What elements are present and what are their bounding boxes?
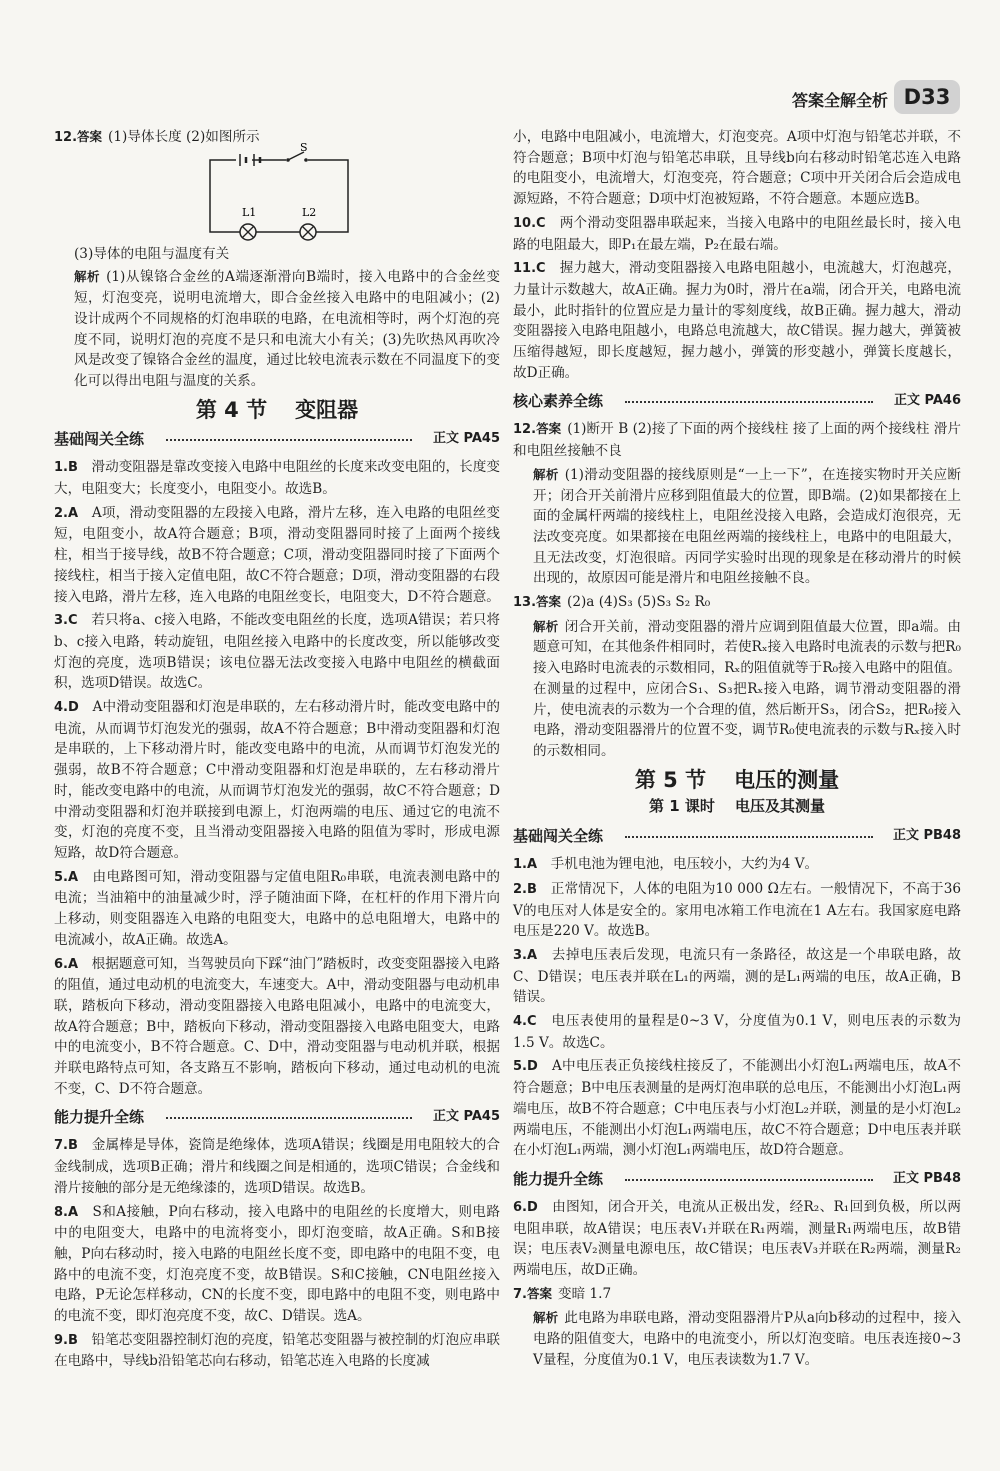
explanation-13: 解析 闭合开关前，滑动变阻器的滑片应调到阻值最大位置，即a端。由题意可知，在其他条件相同时，若使Rₓ接入电路时电流表的示数与把R₀接入电路时电流表的示数相同，Rₓ的阻值就等于R₀接入电路中的阻值。在测量的过程中，应闭合S₁、S₃把Rₓ接入电路，调节滑动变阻器的滑片，使电流表的示数为一个合理的值，然后断开S₃，闭合S₂，把R₀接入电路，滑动变阻器滑片的位置不变，调节R₀使电流表的示数与Rₓ接入时的示数相同。 <box>533 618 961 759</box>
answer-item: 3.A 去掉电压表后发现，电流只有一条路径，故这是一个串联电路，故C、D错误；电压表并联在L₁的两端，测的是L₁两端的电压，故A正确，B错误。 <box>513 946 961 1006</box>
answer-item: 2.A A项，滑动变阻器的左段接入电路，滑片左移，连入电路的电阻丝变短，电阻变小，故A符合题意；B项，滑动变阻器同时接了上面两个接线柱，相当于接导线，故B不符合题意；C项，滑动变阻器同时接了下面两个接线柱，相当于接入定值电阻，故C不符合题意；D项，滑动变阻器的右段接入电路，滑片左移，连入电路的电阻丝变长，电阻变大，D不符合题意。 <box>54 504 500 605</box>
explanation-12b: 解析 (1)滑动变阻器的接线原则是“一上一下”，在连接实物时开关应断开；闭合开关前滑片应移到阻值最大的位置，即B端。(2)如果都接在上面的金属杆两端的接线柱上，电阻丝没接入电路，会造成灯泡很亮，无法改变亮度。如果都接在电阻丝两端的接线柱上，电路中的电阻最大，且无法改变，灯泡很暗。丙同学实验时出现的现象是在移动滑片的时候出现的，故原因可能是滑片和电阻丝接触不良。 <box>533 466 961 587</box>
answer-item: 11.C 握力越大，滑动变阻器接入电路电阻越小，电流越大，灯泡越亮，力量计示数越大，故A正确。握力为0时，滑片在a端，闭合开关，电路电流最小，此时指针的位置应是力量计的零刻度线，故B正确。握力越大，滑动变阻器接入电路电阻越小，电路总电流越大，故C错误。握力越大，弹簧被压缩得越短，即长度越短，握力越小，弹簧的形变越小，弹簧长度越长，故D正确。 <box>513 260 962 381</box>
switch-label: S <box>300 140 308 154</box>
explanation-12: 解析 (1)从镍铬合金丝的A端逐渐滑向B端时，接入电路中的合金丝变短，灯泡变亮，说明电流增大，即合金丝接入电路中的电阻减小；(2)设计成两个不同规格的灯泡串联的电路，在电流相等时，两个灯泡的亮度不同，说明灯泡的亮度不是只和电流大小有关；(3)先吹热风再吹冷风是改变了镍铬合金丝的温度，通过比较电流表示数在不同温度下的变化可以得出电阻与温度的关系。 <box>74 269 500 389</box>
page-number-badge: D33 <box>894 80 960 114</box>
answer-item: 4.C 电压表使用的量程是0~3 V，分度值为0.1 V，则电压表的示数为1.5 V。故选C。 <box>513 1013 961 1051</box>
section-title-4: 第 4 节 变阻器 <box>195 397 359 422</box>
answer-item: 4.D A中滑动变阻器和灯泡是串联的，左右移动滑片时，能改变电路中的电流，从而调节灯泡发光的强弱，故A不符合题意；B中滑动变阻器和灯泡是串联的，上下移动滑片时，能改变电路中的电流，从而调节灯泡发光的强弱，故B不符合题意；C中滑动变阻器和灯泡是串联的，左右移动滑片时，能改变电路中的电流，从而调节灯泡发光的强弱，故C不符合题意；D中滑动变阻器和灯泡并联接到电源上，灯泡两端的电压、通过它的电流不变，灯泡的亮度不变，且当滑动变阻器接入电路的阻值为零时，形成电源短路，故D符合题意。 <box>54 699 500 861</box>
answer-12b: 12.答案 (1)断开 B (2)接了下面的两个接线柱 接了上面的两个接线柱 滑片和电阻丝接触不良 <box>513 421 961 460</box>
answer-item: 3.C 若只将a、c接入电路，不能改变电阻丝的长度，选项A错误；若只将b、c接入电路，转动旋钮，电阻丝接入电路中的长度改变，所以能够改变灯泡的亮度，选项B错误；该电位器无法改变接入电路中电阻丝的横截面积，选项D错误。故选C。 <box>54 612 500 692</box>
answer-item: 1.B 滑动变阻器是靠改变接入电路中电阻丝的长度来改变电阻的，长度变大，电阻变大；长度变小，电阻变小。故选B。 <box>54 459 501 498</box>
explanation-7: 解析 此电路为串联电路，滑动变阻器滑片P从a向b移动的过程中，接入电路的阻值变大，电路中的电流变小，所以灯泡变暗。电压表连接0~3 V量程，分度值为0.1 V，电压表读数为1.7 V。 <box>533 1310 961 1368</box>
answer-item: 6.D 由图知，闭合开关，电流从正极出发，经R₂、R₁回到负极，所以两电阻串联，故A错误；电压表V₁并联在R₁两端，测量R₁两端电压，故B错误；电压表V₂测量电源电压，故C错误；电压表V₃并联在R₂两端，测量R₂两端电压，故D正确。 <box>513 1198 961 1279</box>
answer-item: 9.B 铅笔芯变阻器控制灯泡的亮度，铅笔芯变阻器与被控制的灯泡应串联在电路中，导线b沿铅笔芯向右移动，铅笔芯连入电路的长度减 <box>54 1331 501 1370</box>
answer-item: 10.C 两个滑动变阻器串联起来，当接入电路中的电阻丝最长时，接入电路的电阻最大，即P₁在最左端，P₂在最右端。 <box>513 214 962 253</box>
section-bar-ability: 能力提升全练 正文 PA45 <box>54 1108 500 1127</box>
answer-item: 2.B 正常情况下，人体的电阻为10 000 Ω左右。一般情况下，不高于36 V的电压对人体是安全的。家用电冰箱工作电流在1 A左右。我国家庭电路电压是220 V。故选B。 <box>513 880 962 940</box>
lamp-l1-label: L1 <box>242 205 257 219</box>
answer-item: 8.A S和A接触，P向右移动，接入电路中的电阻丝的长度增大，则电路中的电阻变大，电路中的电流将变小，即灯泡变暗，故A正确。S和B接触，P向右移动时，接入电路的电阻丝长度不变，即电路中的电阻不变，电路中的电流不变，灯泡亮度不变，故B错误。S和C接触，CN电阻丝接入电路，P无论怎样移动，CN的长度不变，即电路中的电阻不变，则电路中的电流不变，即灯泡亮度不变，故C、D错误。选A。 <box>54 1203 500 1325</box>
answer-item: 6.A 根据题意可知，当驾驶员向下踩“油门”踏板时，改变变阻器接入电路的阻值，通过电动机的电流变大，车速变大。A中，滑动变阻器与电动机串联，踏板向下移动，滑动变阻器接入电路电阻减小，电路中的电流变大，故A符合题意；B中，踏板向下移动，滑动变阻器接入电路电阻变大，电路中的电流变小，B不符合题意。C、D中，滑动变阻器与电动机并联，根据并联电路特点可知，各支路互不影响，踏板向下移动，通过电动机的电流不变，C、D不符合题意。 <box>54 955 500 1097</box>
answer-12-part3: (3)导体的电阻与温度有关 <box>74 245 230 262</box>
section-bar-core: 核心素养全练 正文 PA46 <box>513 392 961 411</box>
answer-item: 7.B 金属棒是导体，瓷筒是绝缘体，选项A错误；线圈是用电阻较大的合金线制成，选项B正确；滑片和线圈之间是相通的，选项C错误；合金线和滑片接触的部分是无绝缘漆的，选项D错误。故选B。 <box>54 1137 500 1196</box>
answer-7: 7.答案 变暗 1.7 <box>513 1285 612 1302</box>
left-column <box>54 127 500 1375</box>
answer-item: 5.D A中电压表正负接线柱接反了，不能测出小灯泡L₁两端电压，故A不符合题意；B中电压表测量的是两灯泡串联的总电压，不能测出小灯泡L₁两端电压，故B不符合题意；C中电压表与小灯泡L₂并联，测量的是小灯泡L₂两端电压，不能测出小灯泡L₁两端电压，故C不符合题意；D中电压表并联在小灯泡L₁两端，测小灯泡L₁两端电压，故D符合题意。 <box>513 1058 962 1159</box>
section-bar-ability-2: 能力提升全练 正文 PB48 <box>513 1169 961 1188</box>
section-bar-basic: 基础闯关全练 正文 PA45 <box>54 430 500 449</box>
header-label: 答案全解全析 <box>791 91 888 110</box>
answer-12: 12.答案 (1)导体长度 (2)如图所示 <box>54 129 260 145</box>
section-title-5: 第 5 节 电压的测量 <box>634 767 840 792</box>
right-column <box>513 127 961 1374</box>
answer-9-continued: 小，电路中电阻减小，电流增大，灯泡变亮。A项中灯泡与铅笔芯并联，不符合题意；B项中灯泡与铅笔芯串联，且导线b向右移动时铅笔芯连入电路的电阻变小，电流增大，灯泡变亮，符合题意；C项中开关闭合后会造成电源短路，不符合题意；D项中灯泡被短路，不符合题意。本题应选B。 <box>513 129 961 208</box>
answer-13: 13.答案 (2)a (4)S₃ (5)S₃ S₂ R₀ <box>513 594 711 611</box>
section-bar-basic-2: 基础闯关全练 正文 PB48 <box>513 827 961 846</box>
lamp-l2-label: L2 <box>302 205 317 219</box>
circuit-diagram <box>204 140 354 240</box>
lesson-title: 第 1 课时 电压及其测量 <box>649 797 825 816</box>
answer-item: 1.A 手机电池为锂电池，电压较小，大约为4 V。 <box>513 856 819 873</box>
answer-item: 5.A 由电路图可知，滑动变阻器与定值电阻R₀串联，电流表测电路中的电流；当油箱中的油量减少时，浮子随油面下降，在杠杆的作用下滑片向上移动，则变阻器连入电路的电阻变大，电路中的总电阻增大，电路中的电流减小，故A正确。故选A。 <box>54 868 501 948</box>
